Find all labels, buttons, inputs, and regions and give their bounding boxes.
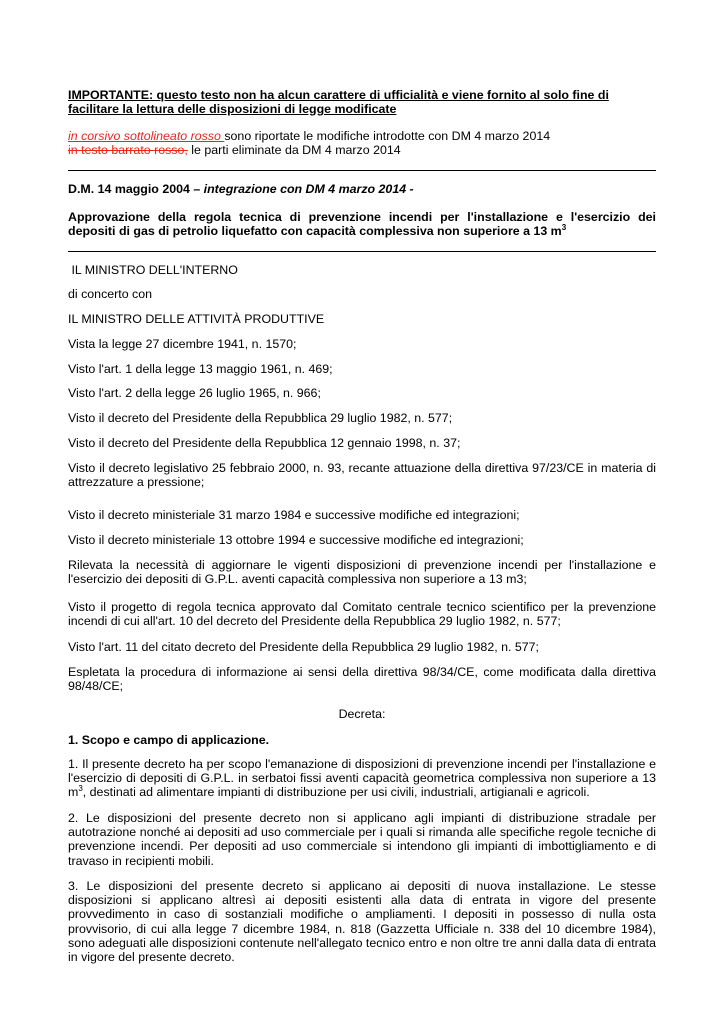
- m3-superscript: 3: [78, 784, 83, 794]
- section-paragraph-1: 1. Il presente decreto ha per scopo l'emanazione di disposizioni di prevenzione incendi per l'installazione e l'esercizio di depositi di G.P.L. in serbatoi fissi aventi capacità geometrica complessiva non superiore a 13 $m^3$, destinati ad alimentare impianti di distribuzione per usi civili, industriali, artigianali e agricoli.: [68, 757, 656, 800]
- minister-heading: IL MINISTRO DELL'INTERNO: [68, 263, 238, 277]
- decree-ref: D.M. 14 maggio 2004 –: [68, 182, 204, 196]
- preamble-item: Visto il decreto del Presidente della Repubblica 12 gennaio 1998, n. 37;: [68, 436, 461, 450]
- section-paragraph-3: 3. Le disposizioni del presente decreto si applicano ai depositi di nuova installazione. Le stesse disposizioni si applicano altresì ai depositi esistenti alla data di entrata in vigore del presente provvedimento in caso di sostanziali modifiche o ampliamenti. I depositi in possesso di nulla osta provvisorio, di cui alla legge 7 dicembre 1984, n. 818 (Gazzetta Ufficiale n. 338 del 10 dicembre 1984), sono adeguati alle disposizioni contenute nell'allegato tecnico entro e non oltre tre anni dalla data di entrata in vigore del presente decreto.: [68, 879, 656, 965]
- preamble-item: Visto il decreto del Presidente della Repubblica 29 luglio 1982, n. 577;: [68, 411, 453, 425]
- legend-removed-text: le parti eliminate da DM 4 marzo 2014: [187, 143, 401, 157]
- decree-title: Approvazione della regola tecnica di prevenzione incendi per l'installazione e l'esercizio dei depositi di gas di petrolio liquefatto con capacità complessiva non superiore a 13 $m^3$: [68, 210, 656, 239]
- preamble-item: Vista la legge 27 dicembre 1941, n. 1570;: [68, 337, 297, 351]
- preamble-item: Visto il decreto ministeriale 13 ottobre 1994 e successive modifiche ed integrazioni;: [68, 533, 524, 547]
- legend-added: [68, 129, 656, 143]
- concert-line: di concerto con: [68, 287, 153, 301]
- decree-line: [68, 182, 656, 196]
- legend-added-text: sono riportate le modifiche introdotte con DM 4 marzo 2014: [224, 129, 551, 143]
- preamble-item: Visto il decreto ministeriale 31 marzo 1984 e successive modifiche ed integrazioni;: [68, 508, 520, 522]
- minister2-heading: IL MINISTRO DELLE ATTIVITÀ PRODUTTIVE: [68, 312, 325, 326]
- legend-added-marker: in corsivo sottolineato rosso: [68, 129, 225, 143]
- title-superscript: 3: [561, 223, 567, 233]
- divider: [68, 170, 656, 171]
- preamble-item: Espletata la procedura di informazione ai sensi della direttiva 98/34/CE, come modificata dalla direttiva 98/48/CE;: [68, 665, 656, 694]
- preamble-item: Rilevata la necessità di aggiornare le vigenti disposizioni di prevenzione incendi per l'installazione e l'esercizio dei depositi di G.P.L. aventi capacità complessiva non superiore a 13 m3;: [68, 558, 656, 587]
- preamble-item: Visto l'art. 1 della legge 13 maggio 1961, n. 469;: [68, 362, 333, 376]
- decreta-line: Decreta:: [338, 707, 386, 721]
- divider: [68, 251, 656, 252]
- notice: IMPORTANTE: questo testo non ha alcun carattere di ufficialità e viene fornito al solo fine di facilitare la lettura delle disposizioni di legge modificate: [68, 88, 609, 117]
- legend-removed-marker: in testo barrato rosso,: [68, 143, 188, 157]
- decree-integration: integrazione con DM 4 marzo 2014 -: [203, 182, 414, 196]
- preamble-item: Visto l'art. 11 del citato decreto del Presidente della Repubblica 29 luglio 1982, n. 577;: [68, 640, 539, 654]
- section-heading: 1. Scopo e campo di applicazione.: [68, 733, 270, 747]
- legend-removed: [68, 143, 656, 157]
- preamble-item: Visto l'art. 2 della legge 26 luglio 1965, n. 966;: [68, 386, 321, 400]
- preamble-item: Visto il decreto legislativo 25 febbraio 2000, n. 93, recante attuazione della direttiva 97/23/CE in materia di attrezzature a pressione;: [68, 461, 656, 490]
- preamble-item: Visto il progetto di regola tecnica approvato dal Comitato centrale tecnico scientifico per la prevenzione incendi di cui all'art. 10 del decreto del Presidente della Repubblica 29 luglio 1982, n. 577;: [68, 600, 656, 629]
- section-paragraph-2: 2. Le disposizioni del presente decreto non si applicano agli impianti di distribuzione stradale per autotrazione nonché ai depositi ad uso commerciale per i quali si rimanda alle specifiche regole tecniche di prevenzione incendi. Per depositi ad uso commerciale si intendono gli impianti di imbottigliamento e di travaso in recipienti mobili.: [68, 811, 656, 868]
